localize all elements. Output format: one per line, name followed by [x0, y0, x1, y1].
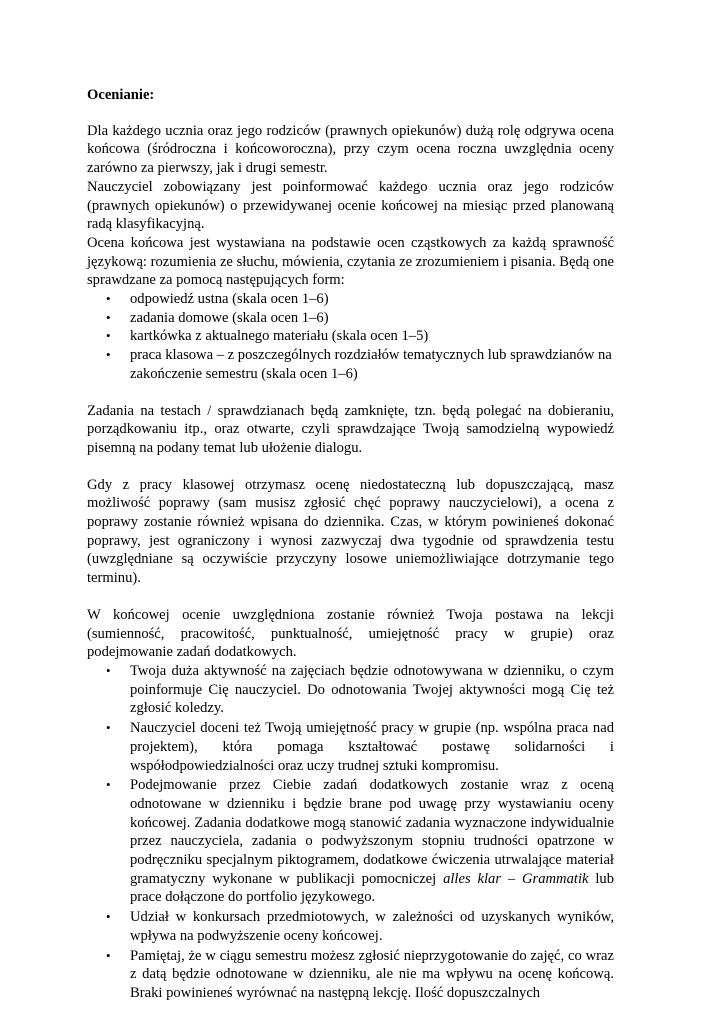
paragraph-attitude: W końcowej ocenie uwzględniona zostanie również Twoja postawa na lekcji (sumienność, pracowitość, punktualność, umiejętność pracy w grupie) oraz podejmowanie zadań dodatkowych. [87, 606, 614, 661]
bullet-icon: • [106, 291, 111, 307]
list-item: • Nauczyciel doceni też Twoją umiejętność pracy w grupie (np. wspólna praca nad projektem), która pomaga kształtować postawę solidarności i współodpowiedzialności oraz uczy trudnej sztuki kompromisu. [106, 720, 614, 774]
list-item: • kartkówka z aktualnego materiału (skala ocen 1–5) [106, 328, 429, 345]
paragraph-final-grade: Dla każdego ucznia oraz jego rodziców (prawnych opiekunów) dużą rolę odgrywa ocena końcowa (śródroczna i końcoworoczna), przy czym ocena roczna uwzględnia oceny zarówno za pierwszy, jak i drugi semestr. [87, 122, 614, 177]
bullet-icon: • [106, 347, 111, 363]
list-item: • zadania domowe (skala ocen 1–6) [106, 309, 329, 326]
list-item: • odpowiedź ustna (skala ocen 1–6) [106, 291, 329, 308]
list-item: • Podejmowanie przez Ciebie zadań dodatkowych zostanie wraz z oceną odnotowane w dzienniku i będzie brane pod uwagę przy wystawianiu oceny końcowej. Zadania dodatkowe mogą stanowić zadania wyznaczone indywidualnie przez nauczyciela, zadania o podwyższonym stopniu trudności opatrzone w podręczniku specjalnym piktogramem, dodatkowe ćwiczenia utrwalające materiał gramatyczny wykonane w publikacji pomocniczej alles klar – Grammatik lub prace dołączone do portfolio językowego. [106, 777, 614, 906]
bullet-icon: • [106, 309, 111, 325]
bullet-icon: • [106, 777, 111, 793]
list-item: • praca klasowa – z poszczególnych rozdziałów tematycznych lub sprawdzianów na zakończenie semestru (skala ocen 1–6) [106, 347, 612, 382]
list-item: • Pamiętaj, że w ciągu semestru możesz zgłosić nieprzygotowanie do zajęć, co wraz z datą będzie odnotowane w dzienniku, ale nie ma wpływu na ocenę końcową. Braki powinieneś wyrównać na następną lekcję. Ilość dopuszczalnych [106, 947, 614, 1001]
paragraph-teacher-duty: Nauczyciel zobowiązany jest poinformować każdego ucznia oraz jego rodziców (prawnych opiekunów) o przewidywanej ocenie końcowej na miesiąc przed planowaną radą klasyfikacyjną. [87, 178, 614, 233]
bullet-icon: • [106, 720, 111, 736]
list-item: • Twoja duża aktywność na zajęciach będzie odnotowywana w dzienniku, o czym poinformuje Cię nauczyciel. Do odnotowania Twojej aktywności mogą Cię też zgłosić koledzy. [106, 662, 614, 717]
publication-title: alles klar – Grammatik [443, 870, 589, 887]
document-page [87, 86, 614, 1004]
bullet-icon: • [106, 947, 111, 963]
bullet-icon: • [106, 662, 111, 678]
assessment-forms-list [87, 290, 614, 384]
bullet-icon: • [106, 909, 111, 925]
page-title: Ocenianie: [87, 87, 155, 103]
paragraph-retake: Gdy z pracy klasowej otrzymasz ocenę niedostateczną lub dopuszczającą, masz możliwość poprawy (sam musisz zgłosić chęć poprawy nauczycielowi), a ocena z poprawy zostanie również wpisana do dziennika. Czas, w którym powinieneś dokonać poprawy, jest ograniczony i wynosi zazwyczaj dwa tygodnie od sprawdzenia testu (uwzględniane są oczywiście przyczyny losowe uniemożliwiające dotrzymanie tego terminu). [87, 476, 614, 587]
bullet-icon: • [106, 328, 111, 344]
paragraph-assessment-basis: Ocena końcowa jest wystawiana na podstawie ocen cząstkowych za każdą sprawność językową: rozumienia ze słuchu, mówienia, czytania ze zrozumieniem i pisania. Będą one sprawdzane za pomocą następujących form: [87, 234, 614, 289]
attitude-list [87, 662, 614, 1003]
paragraph-test-types: Zadania na testach / sprawdzianach będą zamknięte, tzn. będą polegać na dobieraniu, porządkowaniu itp., oraz otwarte, czyli sprawdzające Twoją samodzielną wypowiedź pisemną na podany temat lub ułożenie dialogu. [87, 402, 614, 456]
list-item: • Udział w konkursach przedmiotowych, w zależności od uzyskanych wyników, wpływa na podwyższenie oceny końcowej. [106, 909, 614, 944]
